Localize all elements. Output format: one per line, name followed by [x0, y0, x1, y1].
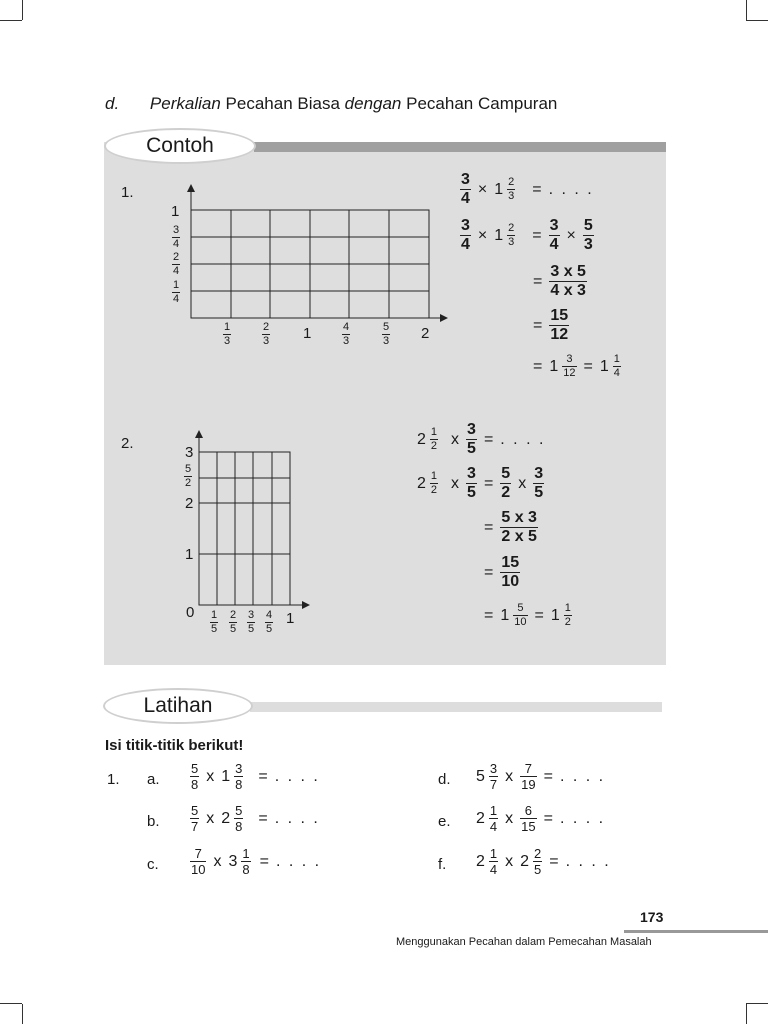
- exercise-item-label: b.: [147, 813, 160, 830]
- chapter-title: Menggunakan Pecahan dalam Pemecahan Masalah: [396, 936, 652, 948]
- exercise-item: 5 $\frac{3}{7}$ x $\frac{7}{19}$ = . . . .: [476, 761, 606, 792]
- exercise-item-label: d.: [438, 771, 451, 788]
- ex1-line1: $\frac{3}{4}$ × 1 $\frac{2}{3}$ = . . . .: [461, 171, 594, 207]
- crop-mark: [746, 1003, 768, 1004]
- ex2-line1: 2 $\frac{1}{2}$ x $\frac{3}{5}$ = . . . .: [417, 421, 546, 457]
- ex2-line4: = $\frac{15}{10}$: [484, 554, 520, 590]
- ex2-line3: = $\frac{5 x 3}{2 x 5}$: [484, 509, 537, 545]
- exercise-item: $\frac{7}{10}$ x 3 $\frac{1}{8}$ = . . . .: [191, 846, 322, 877]
- footer-rule: [624, 930, 768, 933]
- y-axis-label: 3: [185, 444, 194, 461]
- y-axis-label: 2: [185, 495, 194, 512]
- heading-word: Pecahan: [225, 94, 293, 113]
- heading-word: Perkalian: [149, 94, 221, 113]
- heading-word: Campuran: [477, 94, 558, 113]
- heading-word: Biasa: [297, 94, 340, 113]
- x-axis-label: $\frac{1}{3}$: [224, 321, 231, 347]
- heading-word: Pecahan: [406, 94, 474, 113]
- ex1-line3: = $\frac{3 x 5}{4 x 3}$: [533, 263, 586, 299]
- y-axis-label: 1: [185, 546, 194, 563]
- ex2-line2: 2 $\frac{1}{2}$ x $\frac{3}{5}$ = $\frac{5}{2}$ x $\frac{3}{5}$: [417, 465, 544, 501]
- exercise-number: 1.: [107, 771, 120, 788]
- latihan-header-bar: [250, 702, 662, 712]
- section-letter: d.: [105, 94, 120, 113]
- x-axis-label: $\frac{3}{5}$: [248, 609, 255, 635]
- origin-label: 0: [186, 604, 195, 621]
- x-axis-label: 1: [286, 610, 295, 627]
- y-axis-label: $\frac{3}{4}$: [173, 224, 180, 250]
- x-axis-label: 2: [421, 325, 430, 342]
- crop-mark: [746, 0, 747, 20]
- exercise-item: $\frac{5}{7}$ x 2 $\frac{5}{8}$ = . . . .: [191, 803, 320, 834]
- page-number: 173: [640, 909, 664, 925]
- ex1-line4: = $\frac{15}{12}$: [533, 307, 569, 343]
- y-axis-label: $\frac{1}{4}$: [173, 279, 180, 305]
- x-axis-label: 1: [303, 325, 312, 342]
- x-axis-label: $\frac{2}{3}$: [263, 321, 270, 347]
- exercise-item: 2 $\frac{1}{4}$ x 2 $\frac{2}{5}$ = . . . .: [476, 846, 611, 877]
- y-axis-label: $\frac{2}{4}$: [173, 251, 180, 277]
- crop-mark: [22, 0, 23, 20]
- ex2-line5: = 1 $\frac{5}{10}$ = 1 $\frac{1}{2}$: [484, 602, 571, 628]
- y-axis-label: 1: [171, 203, 180, 220]
- exercise-item: 2 $\frac{1}{4}$ x $\frac{6}{15}$ = . . . .: [476, 803, 606, 834]
- y-axis-label: $\frac{5}{2}$: [185, 463, 192, 489]
- ex1-line5: = 1 $\frac{3}{12}$ = 1 $\frac{1}{4}$: [533, 353, 620, 379]
- x-axis-label: $\frac{1}{5}$: [211, 609, 218, 635]
- crop-mark: [746, 1004, 747, 1024]
- exercise-item-label: a.: [147, 771, 160, 788]
- exercise-item: $\frac{5}{8}$ x 1 $\frac{3}{8}$ = . . . .: [191, 761, 320, 792]
- crop-mark: [0, 1003, 22, 1004]
- x-axis-label: $\frac{5}{3}$: [383, 321, 390, 347]
- ex1-line2: $\frac{3}{4}$ × 1 $\frac{2}{3}$ = $\frac{3}{4}$ × $\frac{5}{3}$: [461, 217, 593, 253]
- example-number: 1.: [121, 184, 134, 201]
- crop-mark: [746, 20, 768, 21]
- exercise-item-label: e.: [438, 813, 451, 830]
- crop-mark: [0, 20, 22, 21]
- exercise-instruction: Isi titik-titik berikut!: [105, 737, 244, 754]
- x-axis-label: $\frac{4}{3}$: [343, 321, 350, 347]
- contoh-header-bar: [254, 142, 666, 152]
- exercise-item-label: c.: [147, 856, 159, 873]
- example-number: 2.: [121, 435, 134, 452]
- contoh-title: Contoh: [104, 128, 256, 164]
- example2-grid: [180, 425, 320, 615]
- heading-word: dengan: [344, 94, 402, 113]
- latihan-title: Latihan: [103, 688, 253, 724]
- exercise-item-label: f.: [438, 856, 447, 873]
- x-axis-label: $\frac{4}{5}$: [266, 609, 273, 635]
- x-axis-label: $\frac{2}{5}$: [230, 609, 237, 635]
- section-heading: [105, 94, 557, 114]
- crop-mark: [22, 1004, 23, 1024]
